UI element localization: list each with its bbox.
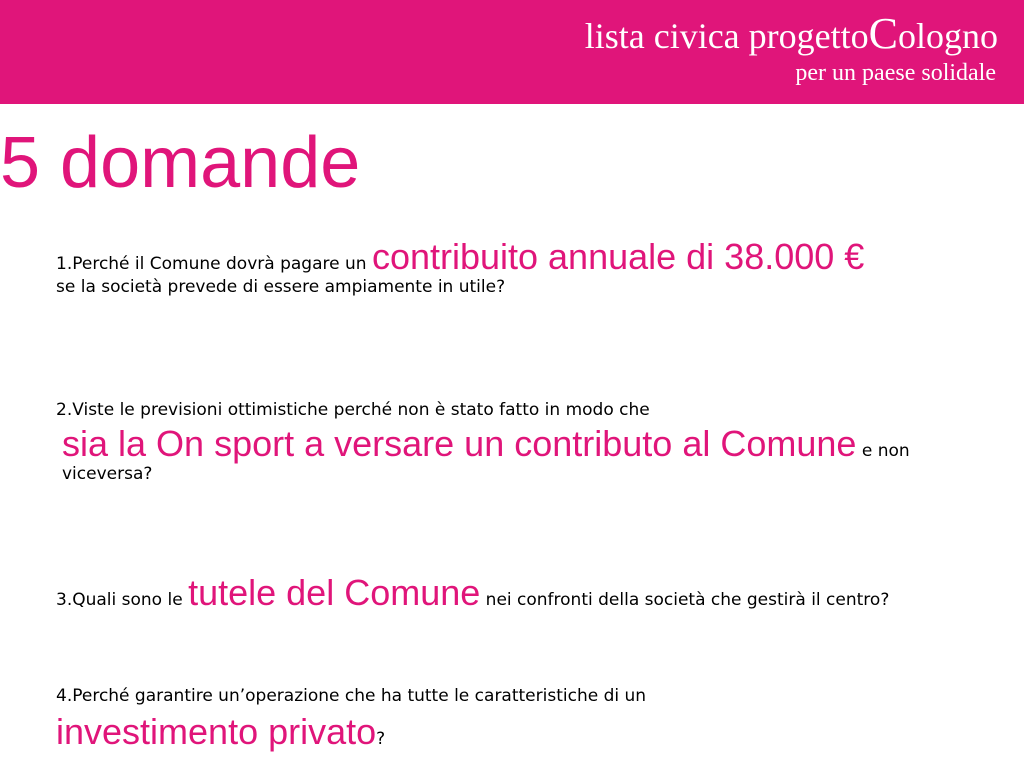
- question-4-pre: 4.Perché garantire un’operazione che ha tutte le caratteristiche di un: [56, 686, 647, 706]
- brand-tagline: per un paese solidale: [795, 60, 996, 86]
- page-title: 5 domande: [0, 123, 361, 203]
- question-4: [56, 685, 1001, 751]
- question-4-highlight: investimento privato: [56, 711, 377, 753]
- question-2-pre: 2.Viste le previsioni ottimistiche perché non è stato fatto in modo che: [56, 400, 650, 420]
- question-1-highlight: contribuito annuale di 38.000 €: [371, 236, 865, 277]
- question-2-post: e non viceversa?: [62, 441, 910, 484]
- question-2-highlight: sia la On sport a versare un contributo al Comune: [62, 423, 857, 465]
- header-banner: [0, 0, 1024, 104]
- question-3-highlight: tutele del Comune: [188, 572, 481, 613]
- question-3: [56, 574, 1001, 612]
- question-4-post: ?: [376, 729, 386, 750]
- question-3-pre: 3.Quali sono le: [56, 590, 189, 610]
- brand-name-prefix: lista civica progetto: [584, 16, 869, 56]
- question-2: [56, 399, 1001, 485]
- brand-name-initial: C: [868, 9, 898, 58]
- question-1: [56, 238, 1001, 298]
- question-1-post: se la società prevede di essere ampiamente in utile?: [56, 276, 506, 297]
- question-3-post: nei confronti della società che gestirà il centro?: [480, 590, 890, 610]
- brand-name-suffix: ologno: [897, 16, 998, 56]
- question-1-pre: 1.Perché il Comune dovrà pagare un: [56, 254, 372, 274]
- brand-name: [584, 9, 998, 58]
- question-2-body: [62, 425, 1001, 485]
